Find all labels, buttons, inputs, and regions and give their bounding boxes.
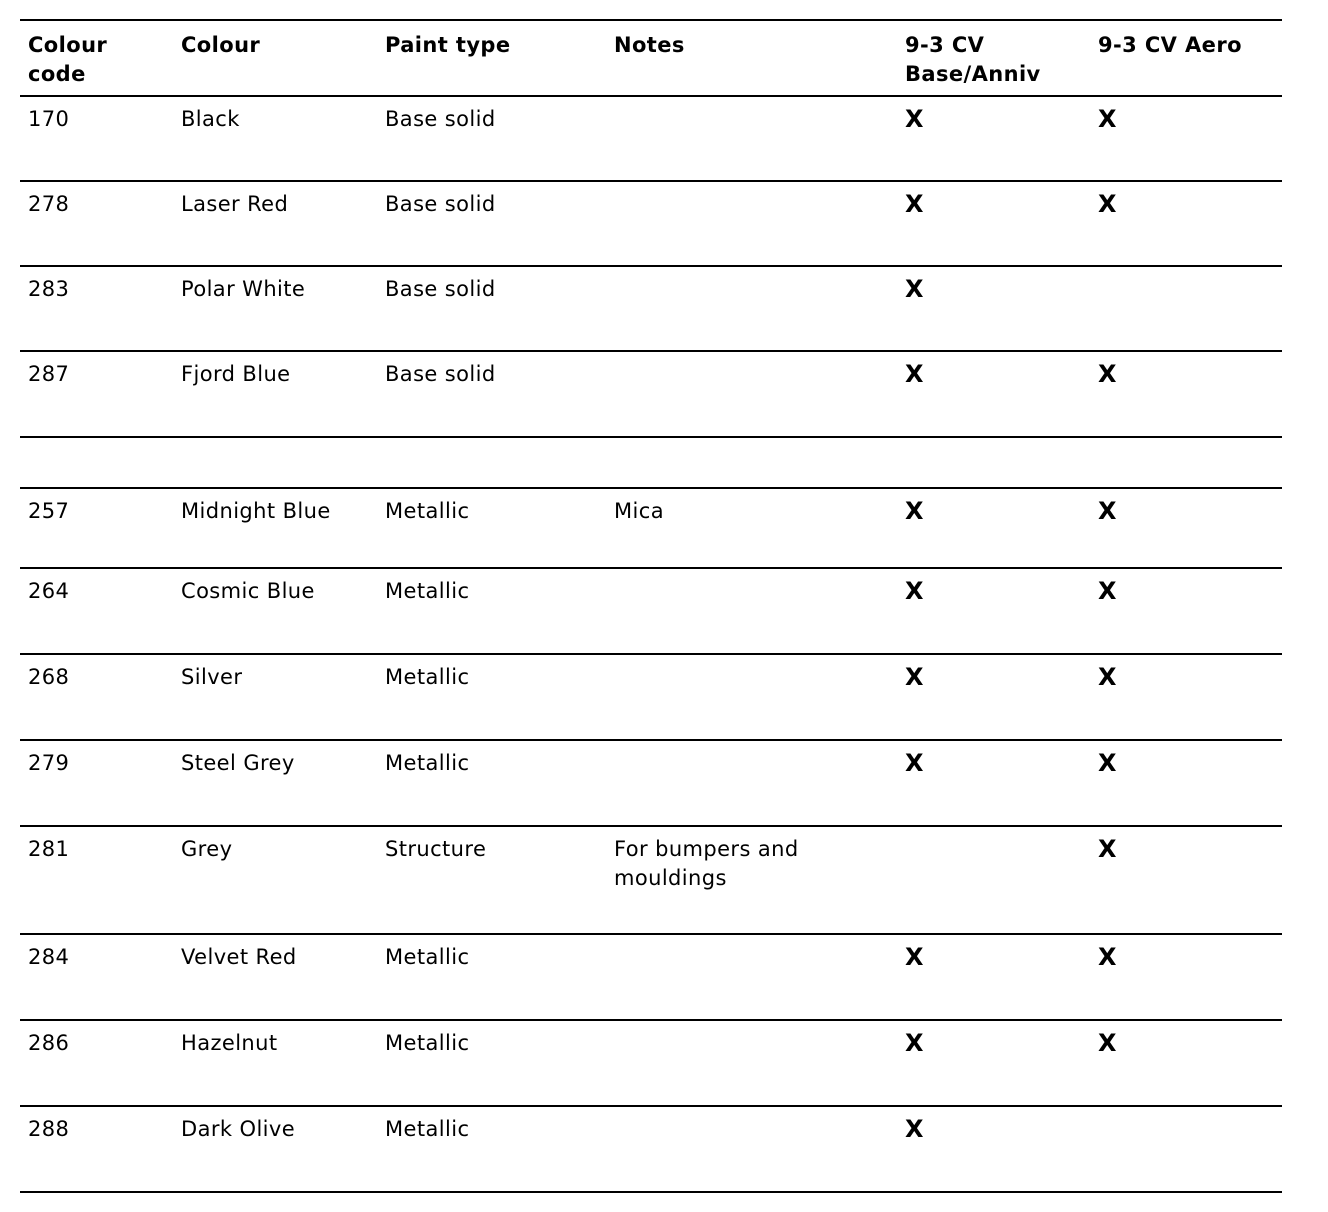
cell-paint-type: Base solid (385, 362, 496, 386)
header-aero: 9-3 CV Aero (1098, 33, 1242, 57)
cell-colour: Fjord Blue (181, 362, 291, 386)
table-row (20, 827, 1282, 933)
cell-colour-code: 283 (28, 277, 70, 301)
cell-colour: Black (181, 107, 240, 131)
cell-paint-type: Base solid (385, 277, 496, 301)
cell-base-anniv-mark: X (905, 1115, 924, 1143)
cell-colour-code: 264 (28, 579, 70, 603)
cell-colour-code: 286 (28, 1031, 70, 1055)
paint-colour-table (20, 19, 1282, 1193)
cell-base-anniv-mark: X (905, 577, 924, 605)
cell-aero-mark: X (1098, 835, 1117, 863)
cell-colour: Polar White (181, 277, 306, 301)
header-base-anniv: 9-3 CV Base/Anniv (905, 33, 1041, 86)
table-row (20, 267, 1282, 350)
cell-base-anniv-mark: X (905, 275, 924, 303)
cell-colour-code: 257 (28, 499, 70, 523)
cell-colour: Cosmic Blue (181, 579, 315, 603)
cell-base-anniv-mark: X (905, 749, 924, 777)
cell-aero-mark: X (1098, 749, 1117, 777)
cell-aero-mark: X (1098, 497, 1117, 525)
cell-base-anniv-mark: X (905, 663, 924, 691)
table-row (20, 569, 1282, 653)
cell-colour-code: 287 (28, 362, 70, 386)
cell-aero-mark: X (1098, 190, 1117, 218)
table-row (20, 1107, 1282, 1191)
cell-colour-code: 284 (28, 945, 70, 969)
cell-aero-mark: X (1098, 943, 1117, 971)
header-colour-code: Colour code (28, 33, 108, 86)
cell-aero-mark: X (1098, 360, 1117, 388)
table-row (20, 489, 1282, 567)
cell-colour: Laser Red (181, 192, 289, 216)
cell-colour: Dark Olive (181, 1117, 296, 1141)
cell-colour-code: 281 (28, 837, 70, 861)
table-row (20, 182, 1282, 265)
table-row (20, 1021, 1282, 1105)
table-row (20, 352, 1282, 436)
cell-paint-type: Metallic (385, 751, 470, 775)
cell-aero-mark: X (1098, 105, 1117, 133)
cell-base-anniv-mark: X (905, 105, 924, 133)
cell-base-anniv-mark: X (905, 1029, 924, 1057)
cell-notes: For bumpers and mouldings (614, 837, 799, 890)
table-row (20, 741, 1282, 825)
cell-colour: Grey (181, 837, 233, 861)
cell-paint-type: Metallic (385, 579, 470, 603)
cell-paint-type: Metallic (385, 1117, 470, 1141)
cell-notes: Mica (614, 499, 664, 523)
table-row (20, 438, 1282, 487)
table-row (20, 655, 1282, 739)
cell-base-anniv-mark: X (905, 497, 924, 525)
table-row (20, 935, 1282, 1019)
header-notes: Notes (614, 33, 685, 57)
cell-aero-mark: X (1098, 577, 1117, 605)
cell-aero-mark: X (1098, 1029, 1117, 1057)
cell-colour: Steel Grey (181, 751, 295, 775)
header-colour: Colour (181, 33, 261, 57)
table-header-row (20, 21, 1282, 95)
cell-paint-type: Structure (385, 837, 487, 861)
cell-colour: Velvet Red (181, 945, 297, 969)
table-body (20, 97, 1282, 1193)
cell-colour: Midnight Blue (181, 499, 331, 523)
cell-colour-code: 288 (28, 1117, 70, 1141)
cell-colour-code: 279 (28, 751, 70, 775)
row-divider (20, 1191, 1282, 1193)
cell-base-anniv-mark: X (905, 360, 924, 388)
table-row (20, 97, 1282, 180)
cell-colour-code: 170 (28, 107, 70, 131)
cell-colour-code: 278 (28, 192, 70, 216)
cell-base-anniv-mark: X (905, 943, 924, 971)
cell-paint-type: Metallic (385, 1031, 470, 1055)
cell-base-anniv-mark: X (905, 190, 924, 218)
cell-paint-type: Metallic (385, 945, 470, 969)
cell-colour: Hazelnut (181, 1031, 278, 1055)
header-paint-type: Paint type (385, 33, 511, 57)
cell-paint-type: Metallic (385, 499, 470, 523)
cell-paint-type: Metallic (385, 665, 470, 689)
cell-colour-code: 268 (28, 665, 70, 689)
cell-paint-type: Base solid (385, 107, 496, 131)
cell-colour: Silver (181, 665, 243, 689)
cell-paint-type: Base solid (385, 192, 496, 216)
cell-aero-mark: X (1098, 663, 1117, 691)
